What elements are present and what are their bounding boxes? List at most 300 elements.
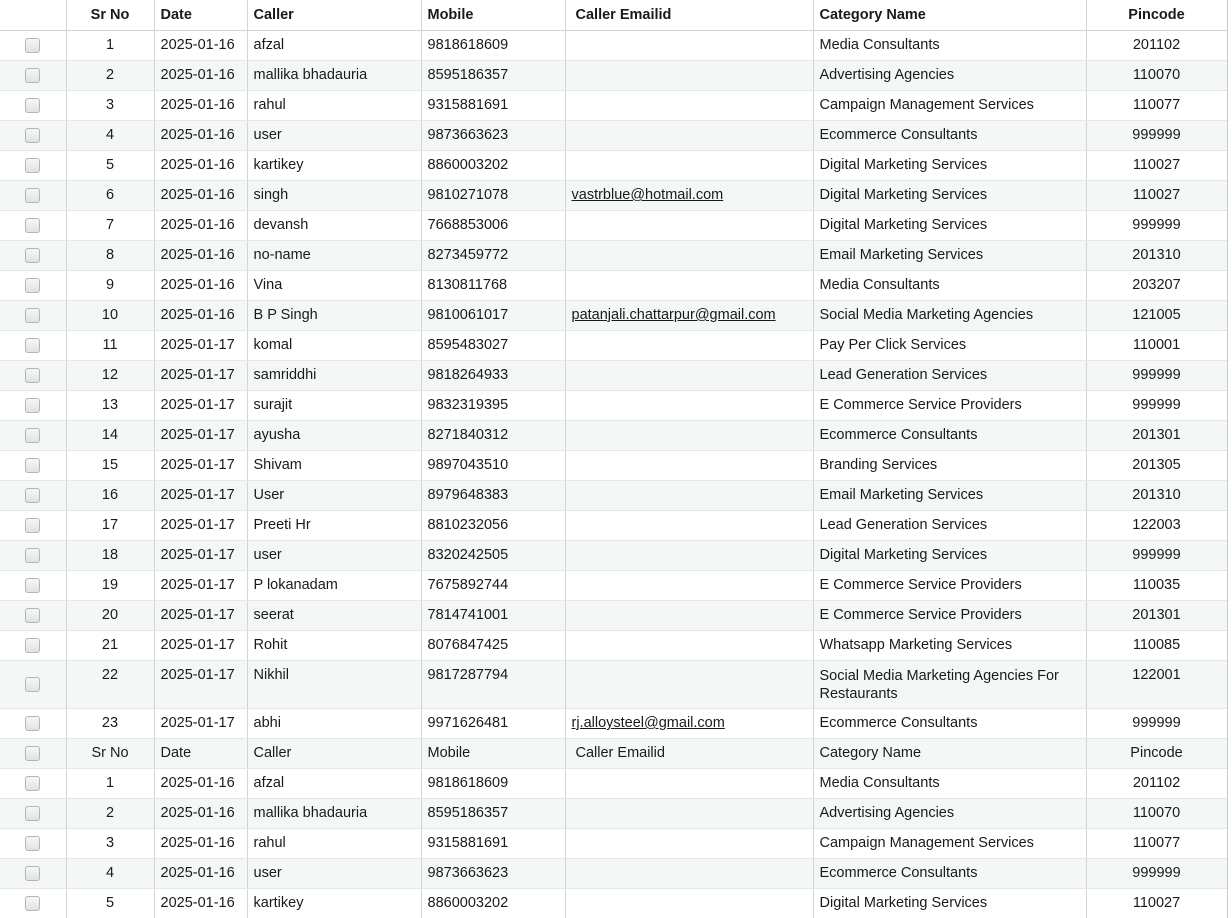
row-checkbox[interactable]: [25, 338, 40, 353]
cell-caller: P lokanadam: [247, 570, 421, 600]
cell-srno: 11: [66, 330, 154, 360]
table-row[interactable]: [0, 240, 1227, 270]
cell-pincode: 999999: [1086, 120, 1227, 150]
cell-category: Campaign Management Services: [813, 828, 1086, 858]
table-row[interactable]: [0, 360, 1227, 390]
table-row[interactable]: [0, 210, 1227, 240]
cell-mobile: 8860003202: [421, 888, 565, 918]
cell-caller: B P Singh: [247, 300, 421, 330]
cell-date: 2025-01-17: [154, 708, 247, 738]
repeated-header-pincode: Pincode: [1086, 738, 1227, 768]
cell-pincode: 201102: [1086, 30, 1227, 60]
cell-pincode: 203207: [1086, 270, 1227, 300]
row-select-cell: [0, 240, 66, 270]
cell-caller: Vina: [247, 270, 421, 300]
cell-srno: 1: [66, 30, 154, 60]
cell-date: 2025-01-16: [154, 30, 247, 60]
cell-pincode: 110027: [1086, 888, 1227, 918]
repeated-header-date: Date: [154, 738, 247, 768]
cell-caller: ayusha: [247, 420, 421, 450]
row-select-cell: [0, 570, 66, 600]
cell-caller: kartikey: [247, 150, 421, 180]
row-select-cell: [0, 360, 66, 390]
row-select-cell: [0, 390, 66, 420]
cell-pincode: 122003: [1086, 510, 1227, 540]
cell-mobile: 8076847425: [421, 630, 565, 660]
cell-srno: 20: [66, 600, 154, 630]
cell-caller: samriddhi: [247, 360, 421, 390]
cell-category: Advertising Agencies: [813, 798, 1086, 828]
row-select-cell: [0, 120, 66, 150]
cell-date: 2025-01-16: [154, 120, 247, 150]
cell-pincode: 110027: [1086, 150, 1227, 180]
cell-caller: User: [247, 480, 421, 510]
table-row[interactable]: [0, 60, 1227, 90]
row-select-cell: [0, 180, 66, 210]
cell-category: E Commerce Service Providers: [813, 390, 1086, 420]
cell-mobile: 8271840312: [421, 420, 565, 450]
table-row[interactable]: [0, 420, 1227, 450]
cell-date: 2025-01-16: [154, 240, 247, 270]
cell-mobile: 8273459772: [421, 240, 565, 270]
repeated-header-caller: Caller: [247, 738, 421, 768]
cell-pincode: 201102: [1086, 768, 1227, 798]
cell-date: 2025-01-16: [154, 210, 247, 240]
row-checkbox[interactable]: [25, 548, 40, 563]
cell-mobile: 9832319395: [421, 390, 565, 420]
row-checkbox[interactable]: [25, 488, 40, 503]
cell-pincode: 121005: [1086, 300, 1227, 330]
row-checkbox[interactable]: [25, 188, 40, 203]
cell-srno: 9: [66, 270, 154, 300]
cell-pincode: 201305: [1086, 450, 1227, 480]
cell-date: 2025-01-17: [154, 450, 247, 480]
cell-category: Media Consultants: [813, 270, 1086, 300]
table-row[interactable]: [0, 570, 1227, 600]
cell-srno: 8: [66, 240, 154, 270]
row-checkbox[interactable]: [25, 716, 40, 731]
table-body: [0, 30, 1227, 918]
table-row[interactable]: [0, 480, 1227, 510]
repeated-header-mobile: Mobile: [421, 738, 565, 768]
row-select-cell: [0, 888, 66, 918]
cell-email: [565, 510, 813, 540]
cell-pincode: 201301: [1086, 420, 1227, 450]
table-row[interactable]: [0, 828, 1227, 858]
cell-date: 2025-01-17: [154, 630, 247, 660]
cell-srno: 19: [66, 570, 154, 600]
cell-email: [565, 450, 813, 480]
table-row[interactable]: [0, 510, 1227, 540]
row-checkbox[interactable]: [25, 836, 40, 851]
row-checkbox[interactable]: [25, 68, 40, 83]
cell-email: [565, 708, 813, 738]
table-row[interactable]: [0, 630, 1227, 660]
cell-caller: kartikey: [247, 888, 421, 918]
cell-pincode: 110077: [1086, 90, 1227, 120]
cell-date: 2025-01-16: [154, 828, 247, 858]
row-select-cell: [0, 858, 66, 888]
email-link[interactable]: vastrblue@hotmail.com: [571, 187, 724, 203]
cell-caller: rahul: [247, 828, 421, 858]
cell-pincode: 999999: [1086, 360, 1227, 390]
cell-date: 2025-01-17: [154, 660, 247, 708]
row-checkbox[interactable]: [25, 458, 40, 473]
cell-category: Lead Generation Services: [813, 510, 1086, 540]
row-checkbox[interactable]: [25, 677, 40, 692]
cell-category: Ecommerce Consultants: [813, 858, 1086, 888]
cell-caller: user: [247, 120, 421, 150]
cell-caller: afzal: [247, 768, 421, 798]
row-select-cell: [0, 738, 66, 768]
row-checkbox[interactable]: [25, 428, 40, 443]
cell-date: 2025-01-16: [154, 768, 247, 798]
cell-srno: 1: [66, 768, 154, 798]
cell-email: [565, 420, 813, 450]
table-row[interactable]: [0, 450, 1227, 480]
cell-date: 2025-01-17: [154, 510, 247, 540]
cell-pincode: 110035: [1086, 570, 1227, 600]
cell-date: 2025-01-17: [154, 360, 247, 390]
cell-category: Social Media Marketing Agencies For Restaurants: [813, 660, 1086, 708]
row-select-cell: [0, 210, 66, 240]
row-checkbox[interactable]: [25, 248, 40, 263]
cell-email: [565, 858, 813, 888]
cell-mobile: 8595186357: [421, 798, 565, 828]
cell-pincode: 999999: [1086, 708, 1227, 738]
cell-srno: 2: [66, 60, 154, 90]
cell-mobile: 9810061017: [421, 300, 565, 330]
email-link[interactable]: rj.alloysteel@gmail.com: [571, 715, 725, 731]
cell-srno: 5: [66, 150, 154, 180]
cell-pincode: 110077: [1086, 828, 1227, 858]
header-caller[interactable]: Caller: [247, 0, 421, 30]
row-checkbox[interactable]: [25, 308, 40, 323]
cell-category: Ecommerce Consultants: [813, 708, 1086, 738]
row-select-cell: [0, 90, 66, 120]
table-header-row: [0, 0, 1227, 30]
cell-mobile: 9818618609: [421, 768, 565, 798]
table-row[interactable]: [0, 150, 1227, 180]
cell-date: 2025-01-17: [154, 600, 247, 630]
cell-srno: 16: [66, 480, 154, 510]
cell-category: Media Consultants: [813, 768, 1086, 798]
cell-email: [565, 150, 813, 180]
row-checkbox[interactable]: [25, 278, 40, 293]
cell-caller: surajit: [247, 390, 421, 420]
header-select-column: [0, 0, 66, 30]
cell-srno: 17: [66, 510, 154, 540]
row-checkbox[interactable]: [25, 746, 40, 761]
table-row[interactable]: [0, 120, 1227, 150]
cell-email: [565, 240, 813, 270]
cell-category: Lead Generation Services: [813, 360, 1086, 390]
cell-category: Digital Marketing Services: [813, 180, 1086, 210]
repeated-header-email: Caller Emailid: [565, 738, 813, 768]
table-row[interactable]: [0, 708, 1227, 738]
row-select-cell: [0, 540, 66, 570]
row-checkbox[interactable]: [25, 806, 40, 821]
cell-mobile: 8320242505: [421, 540, 565, 570]
cell-date: 2025-01-16: [154, 300, 247, 330]
cell-email: [565, 600, 813, 630]
cell-mobile: 8860003202: [421, 150, 565, 180]
cell-mobile: 9897043510: [421, 450, 565, 480]
cell-caller: afzal: [247, 30, 421, 60]
cell-email: [565, 768, 813, 798]
row-select-cell: [0, 330, 66, 360]
cell-mobile: 9873663623: [421, 858, 565, 888]
cell-date: 2025-01-17: [154, 570, 247, 600]
cell-srno: 7: [66, 210, 154, 240]
cell-caller: user: [247, 540, 421, 570]
row-select-cell: [0, 600, 66, 630]
cell-date: 2025-01-16: [154, 150, 247, 180]
cell-mobile: 9873663623: [421, 120, 565, 150]
cell-category: Pay Per Click Services: [813, 330, 1086, 360]
cell-caller: Rohit: [247, 630, 421, 660]
cell-pincode: 201301: [1086, 600, 1227, 630]
table-row[interactable]: [0, 540, 1227, 570]
cell-email: [565, 120, 813, 150]
cell-mobile: 9315881691: [421, 828, 565, 858]
cell-email: [565, 270, 813, 300]
cell-caller: user: [247, 858, 421, 888]
row-checkbox[interactable]: [25, 776, 40, 791]
cell-email: [565, 90, 813, 120]
cell-srno: 6: [66, 180, 154, 210]
cell-srno: 10: [66, 300, 154, 330]
cell-date: 2025-01-17: [154, 390, 247, 420]
cell-srno: 22: [66, 660, 154, 708]
cell-email: [565, 798, 813, 828]
cell-caller: rahul: [247, 90, 421, 120]
cell-mobile: 9315881691: [421, 90, 565, 120]
cell-email: [565, 630, 813, 660]
cell-caller: Preeti Hr: [247, 510, 421, 540]
cell-caller: komal: [247, 330, 421, 360]
header-mobile[interactable]: Mobile: [421, 0, 565, 30]
cell-mobile: 8130811768: [421, 270, 565, 300]
cell-date: 2025-01-16: [154, 180, 247, 210]
header-category[interactable]: Category Name: [813, 0, 1086, 30]
table-row[interactable]: [0, 90, 1227, 120]
row-select-cell: [0, 630, 66, 660]
header-date[interactable]: Date: [154, 0, 247, 30]
row-checkbox[interactable]: [25, 398, 40, 413]
cell-mobile: 8595483027: [421, 330, 565, 360]
table-row[interactable]: [0, 300, 1227, 330]
row-checkbox[interactable]: [25, 158, 40, 173]
cell-email: [565, 210, 813, 240]
cell-date: 2025-01-16: [154, 858, 247, 888]
row-checkbox[interactable]: [25, 38, 40, 53]
table-row[interactable]: [0, 660, 1227, 708]
cell-category: E Commerce Service Providers: [813, 600, 1086, 630]
table-row[interactable]: [0, 888, 1227, 918]
cell-mobile: 7668853006: [421, 210, 565, 240]
row-select-cell: [0, 420, 66, 450]
table-row[interactable]: [0, 858, 1227, 888]
cell-srno: 5: [66, 888, 154, 918]
cell-mobile: 9818618609: [421, 30, 565, 60]
email-link[interactable]: patanjali.chattarpur@gmail.com: [571, 307, 776, 323]
row-select-cell: [0, 480, 66, 510]
cell-email: [565, 888, 813, 918]
cell-pincode: 999999: [1086, 540, 1227, 570]
cell-category: Advertising Agencies: [813, 60, 1086, 90]
header-pincode[interactable]: Pincode: [1086, 0, 1227, 30]
cell-email: [565, 828, 813, 858]
table-row[interactable]: [0, 30, 1227, 60]
cell-category: Digital Marketing Services: [813, 888, 1086, 918]
row-checkbox[interactable]: [25, 638, 40, 653]
cell-caller: mallika bhadauria: [247, 798, 421, 828]
cell-srno: 15: [66, 450, 154, 480]
cell-srno: 23: [66, 708, 154, 738]
cell-caller: seerat: [247, 600, 421, 630]
cell-srno: 12: [66, 360, 154, 390]
cell-mobile: 9818264933: [421, 360, 565, 390]
cell-caller: no-name: [247, 240, 421, 270]
cell-srno: 2: [66, 798, 154, 828]
cell-mobile: 9810271078: [421, 180, 565, 210]
cell-caller: mallika bhadauria: [247, 60, 421, 90]
cell-pincode: 201310: [1086, 240, 1227, 270]
row-select-cell: [0, 450, 66, 480]
cell-caller: abhi: [247, 708, 421, 738]
row-select-cell: [0, 768, 66, 798]
cell-category: Social Media Marketing Agencies: [813, 300, 1086, 330]
row-checkbox[interactable]: [25, 608, 40, 623]
cell-pincode: 110070: [1086, 60, 1227, 90]
table-row[interactable]: [0, 600, 1227, 630]
cell-pincode: 110070: [1086, 798, 1227, 828]
cell-caller: devansh: [247, 210, 421, 240]
row-select-cell: [0, 828, 66, 858]
repeated-header-srno: Sr No: [66, 738, 154, 768]
cell-category: Email Marketing Services: [813, 240, 1086, 270]
row-select-cell: [0, 60, 66, 90]
row-checkbox[interactable]: [25, 578, 40, 593]
cell-category: Branding Services: [813, 450, 1086, 480]
table-row[interactable]: [0, 270, 1227, 300]
header-srno[interactable]: Sr No: [66, 0, 154, 30]
cell-pincode: 999999: [1086, 390, 1227, 420]
cell-caller: Shivam: [247, 450, 421, 480]
row-checkbox[interactable]: [25, 218, 40, 233]
cell-date: 2025-01-17: [154, 480, 247, 510]
cell-email: [565, 660, 813, 708]
repeated-header-category: Category Name: [813, 738, 1086, 768]
cell-srno: 4: [66, 858, 154, 888]
cell-category: Digital Marketing Services: [813, 540, 1086, 570]
row-checkbox[interactable]: [25, 518, 40, 533]
cell-pincode: 999999: [1086, 210, 1227, 240]
cell-category: Media Consultants: [813, 30, 1086, 60]
cell-srno: 3: [66, 90, 154, 120]
table-row[interactable]: [0, 180, 1227, 210]
cell-mobile: 7675892744: [421, 570, 565, 600]
repeated-header-row: [0, 738, 1227, 768]
cell-email: [565, 480, 813, 510]
cell-email: [565, 330, 813, 360]
cell-srno: 4: [66, 120, 154, 150]
row-checkbox[interactable]: [25, 98, 40, 113]
cell-pincode: 999999: [1086, 858, 1227, 888]
cell-category: Digital Marketing Services: [813, 210, 1086, 240]
cell-date: 2025-01-17: [154, 540, 247, 570]
cell-email: [565, 30, 813, 60]
cell-category: Ecommerce Consultants: [813, 120, 1086, 150]
table-row[interactable]: [0, 798, 1227, 828]
row-select-cell: [0, 300, 66, 330]
table-row[interactable]: [0, 390, 1227, 420]
row-checkbox[interactable]: [25, 368, 40, 383]
cell-email: [565, 390, 813, 420]
cell-caller: singh: [247, 180, 421, 210]
row-select-cell: [0, 30, 66, 60]
cell-date: 2025-01-17: [154, 420, 247, 450]
cell-date: 2025-01-16: [154, 270, 247, 300]
row-checkbox[interactable]: [25, 128, 40, 143]
cell-caller: Nikhil: [247, 660, 421, 708]
cell-pincode: 110085: [1086, 630, 1227, 660]
cell-srno: 13: [66, 390, 154, 420]
cell-mobile: 8979648383: [421, 480, 565, 510]
row-checkbox[interactable]: [25, 896, 40, 911]
row-select-cell: [0, 150, 66, 180]
cell-mobile: 7814741001: [421, 600, 565, 630]
cell-category: Digital Marketing Services: [813, 150, 1086, 180]
cell-date: 2025-01-16: [154, 798, 247, 828]
cell-srno: 18: [66, 540, 154, 570]
cell-email: [565, 570, 813, 600]
cell-email: [565, 360, 813, 390]
row-select-cell: [0, 798, 66, 828]
header-email[interactable]: Caller Emailid: [565, 0, 813, 30]
cell-email: [565, 180, 813, 210]
cell-category: Ecommerce Consultants: [813, 420, 1086, 450]
cell-mobile: 9971626481: [421, 708, 565, 738]
row-checkbox[interactable]: [25, 866, 40, 881]
cell-srno: 3: [66, 828, 154, 858]
cell-pincode: 110027: [1086, 180, 1227, 210]
cell-srno: 14: [66, 420, 154, 450]
table-row[interactable]: [0, 768, 1227, 798]
row-select-cell: [0, 270, 66, 300]
cell-email: [565, 300, 813, 330]
cell-category: Whatsapp Marketing Services: [813, 630, 1086, 660]
cell-category: E Commerce Service Providers: [813, 570, 1086, 600]
row-select-cell: [0, 708, 66, 738]
cell-category: Email Marketing Services: [813, 480, 1086, 510]
cell-email: [565, 540, 813, 570]
cell-pincode: 122001: [1086, 660, 1227, 708]
cell-date: 2025-01-17: [154, 330, 247, 360]
cell-date: 2025-01-16: [154, 888, 247, 918]
row-select-cell: [0, 660, 66, 708]
table-row[interactable]: [0, 330, 1227, 360]
row-select-cell: [0, 510, 66, 540]
cell-mobile: 8595186357: [421, 60, 565, 90]
cell-srno: 21: [66, 630, 154, 660]
cell-pincode: 201310: [1086, 480, 1227, 510]
cell-email: [565, 60, 813, 90]
cell-mobile: 9817287794: [421, 660, 565, 708]
cell-pincode: 110001: [1086, 330, 1227, 360]
cell-category: Campaign Management Services: [813, 90, 1086, 120]
